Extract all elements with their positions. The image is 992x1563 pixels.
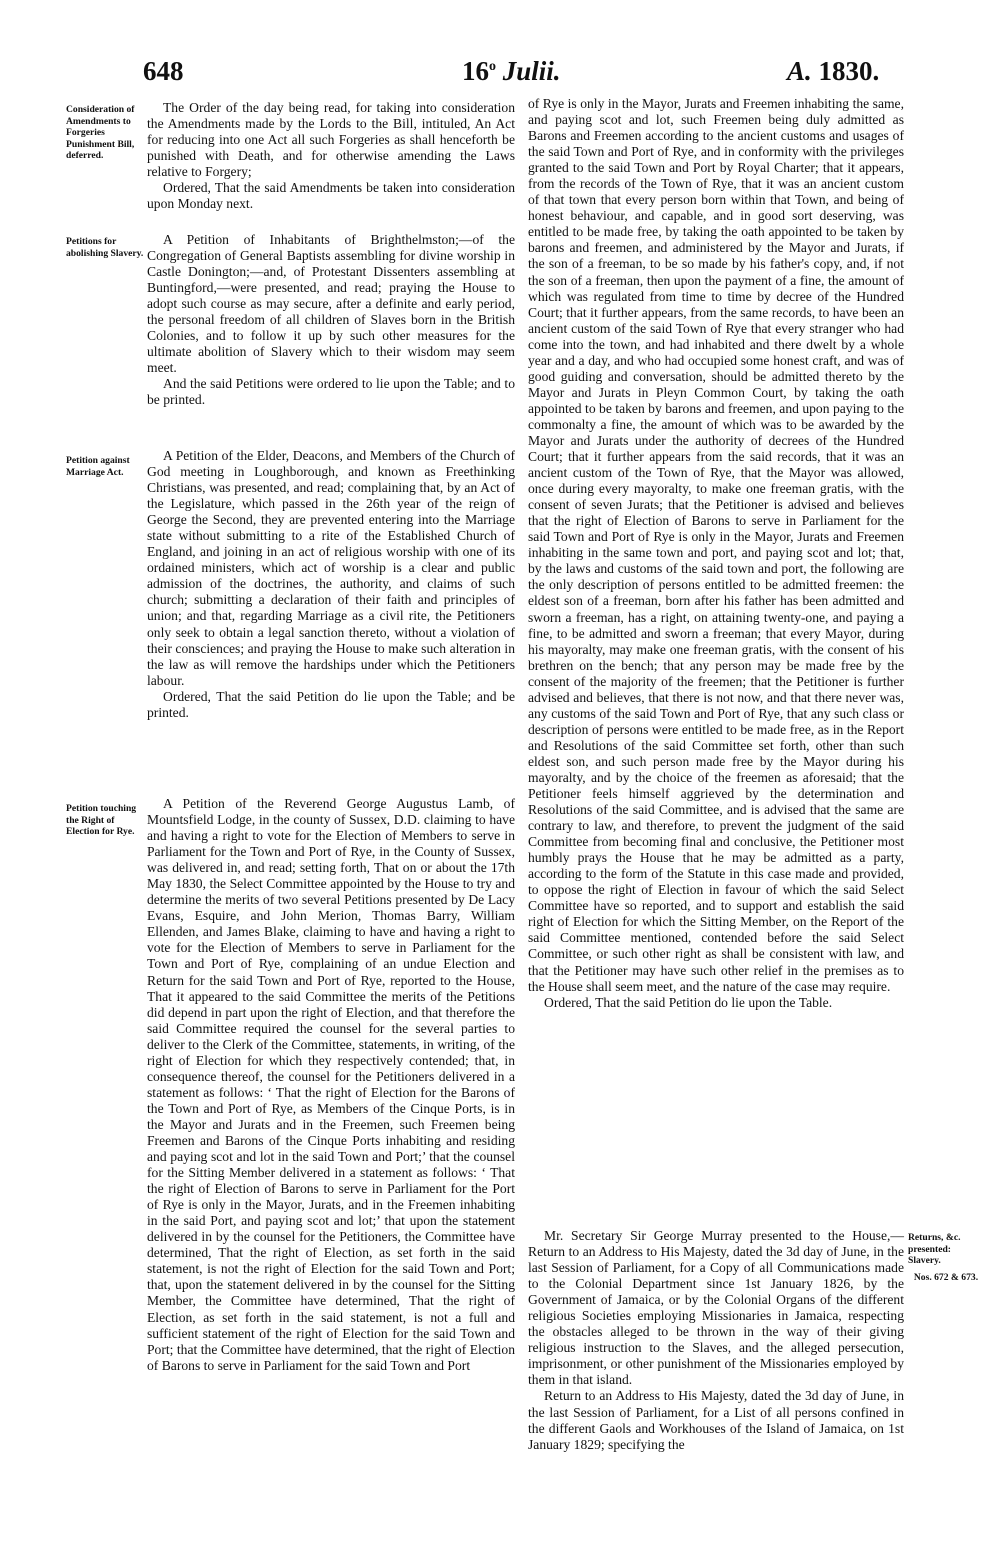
margin-note-nos: Nos. 672 & 673.: [913, 1272, 979, 1283]
paragraph-returns-jamaica: Return to an Address to His Majesty, dated the 3d day of June, in the last Session of Parliament, for a List of all persons confined in the different Gaols and Workhouses of the Island of Jamaica, on 1st January 1829; specifying the: [528, 1388, 904, 1452]
paragraph-returns-murray: Mr. Secretary Sir George Murray presented to the House,—Return to an Address to His Majesty, dated the 3d day of June, in the last Session of Parliament, for a Copy of all Communications made to the Colonial Department since 1st January 1826, by the Government of Jamaica, or by the Colonial Organs of the different religious Societies employing Missionaries in Jamaica, respecting the obstacles alleged to be thrown in the way of their giving religious instruction to the Slaves, and the alleged persecution, imprisonment, or other punishment of the Missionaries employed by them in that island.: [528, 1228, 904, 1388]
paragraph-rye-petition-continued: of Rye is only in the Mayor, Jurats and Freemen inhabiting the same, and paying scot and lot, such Freemen being duly admitted as Barons and Freemen according to the ancient customs and usages of the said Town and Port of Rye, and in conformity with the privileges granted to the said Town and Port by Royal Charter; that it appears, from the records of the Town of Rye, that it was an ancient custom of that town that every person born within that Town, and being of honest behaviour, and capable, and in good sort deserving, was entitled to be made free, by taking the oath appointed to be taken by barons and freemen, and administered by the Mayor and Jurats, if the son of a freeman, to be so made by his father's copy, and, if not the son of a freeman, then upon the payment of a fine, the amount of which was regulated from time to time by decree of the Hundred Court; that it further appears, from the same records, to have been an ancient custom of the said Town of Rye that every stranger who had come into the town, and had inhabited and there dwelt by a whole year and a day, and who had occupied some honest craft, and was of good guiding and conversation, should be admitted thereto by the Mayor and Jurats in Pleyn Common Court, by taking the oath appointed to be taken by barons and freemen, and upon paying to the commonalty a fine, the amount of which was to be awarded by the Mayor and Jurats under the authority of decrees of the Hundred Court; that it further appears from the said records, that it was an ancient custom of the Town of Rye, that the Mayor was allowed, once during every mayoralty, to make one freeman gratis, with the consent of seven Jurats; that the Petitioner is advised and believes that the right of Election of Barons to serve in Parliament for the said Town and Port of Rye is only in the Mayor, Jurats and Freemen inhabiting in the same town and port, and paying scot and lot; that, by the laws and customs of the said town and port, the following are the only description of persons entitled to be admitted freemen: the eldest son of a freeman, born after his father has been admitted and sworn a freeman, has a right, on attaining twenty-one, and paying a fine, to be admitted and sworn a freeman; that every Mayor, during his mayoralty, may make one freeman gratis, with the consent of his brethren on the bench; that any person may be made free by the consent of the majority of the freemen; that the Petitioner is further advised and believes, that there is not now, and that there never was, any customs of the said Town and Port of Rye, that any such class or description of persons were entitled to be made free, as in the Report and Resolutions of the said Committee set forth, other than such eldest son, and such person made free by the Mayor during his mayoralty, and by the choice of the freemen as aforesaid; that the Petitioner feels himself aggrieved by the determination and Resolutions of the said Committee, and is advised that the same are contrary to law, and therefore, to prevent the judgment of the said Committee from becoming final and conclusive, the Petitioner most humbly prays the House that he may be admitted as a party, according to the form of the Statute in this case made and provided, to oppose the right of Election in favour of which the said Select Committee have so reported, and to support and establish the said right of Election for which the Sitting Member, on the Report of the said Committee mentioned, contended before the said Select Committee, or such other right as shall be consistent with law, and that the Petitioner may have such other relief in the premises as to the House shall seem meet, and the nature of the case may require.: [528, 96, 904, 994]
order-forgeries: Ordered, That the said Amendments be taken into consideration upon Monday next.: [147, 180, 515, 212]
date-number: 16: [462, 56, 489, 86]
paragraph-forgeries: The Order of the day being read, for taking into consideration the Amendments made by the Lords to the Bill, intituled, An Act for reducing into one Act all such Forgeries as shall henceforth be punished with Death, and for otherwise amending the Laws relative to Forgery;: [147, 100, 515, 180]
page-number: 648: [143, 56, 184, 86]
date-month: Julii.: [502, 56, 561, 86]
paragraph-slavery-petitions: A Petition of Inhabitants of Brighthelmston;—of the Congregation of General Baptists assembling for divine worship in Castle Donington;—and, of Protestant Dissenters assembling at Buntingford,—were presented, and read; praying the House to adopt such course as may secure, after a definite and early period, the personal freedom of all children of Slaves born in the British Colonies, and to follow it up by such other measures for the ultimate abolition of Slavery which to their wisdom may seem meet.: [147, 232, 515, 376]
running-year: [787, 56, 879, 87]
date-superscript: o: [489, 59, 496, 74]
margin-note-rye: Petition touching the Right of Election for Rye.: [66, 803, 137, 837]
order-rye-petition: Ordered, That the said Petition do lie upon the Table.: [544, 994, 833, 1010]
year-number: 1830.: [818, 56, 880, 86]
running-head: [0, 56, 992, 96]
margin-note-forgeries: Consideration of Amendments to Forgeries Punishment Bill, deferred.: [66, 104, 135, 161]
paragraph-marriage-petition: A Petition of the Elder, Deacons, and Members of the Church of God meeting in Loughborough, and known as Freethinking Christians, was presented, and read; complaining that, by an Act of the Legislature, which passed in the 26th year of the reign of George the Second, they are prevented entering into the Marriage state without submitting to a rite of the Established Church of England, and joining in an act of religious worship with one of its ordained ministers, which act of worship is a clear and public admission of the doctrines, the authority, and claims of such church; submitting a declaration of their faith and principles of union; and that, regarding Marriage as a civil rite, the Petitioners only seek to obtain a legal sanction thereto, without a violation of their consciences; and praying the House to make such alteration in the law as will remove the hardships under which the Petitioners labour.: [147, 448, 515, 688]
margin-note-returns: Returns, &c. presented: Slavery.: [908, 1232, 961, 1266]
year-letter: A.: [787, 56, 812, 86]
margin-note-slavery: Petitions for abolishing Slavery.: [66, 236, 144, 259]
margin-note-marriage: Petition against Marriage Act.: [66, 455, 130, 478]
order-marriage-petition: Ordered, That the said Petition do lie upon the Table; and be printed.: [147, 688, 515, 720]
running-date: [462, 56, 561, 87]
order-slavery-petitions: And the said Petitions were ordered to lie upon the Table; and to be printed.: [147, 376, 515, 408]
paragraph-rye-petition: A Petition of the Reverend George Augustus Lamb, of Mountsfield Lodge, in the county of Sussex, D.D. claiming to have and having a right to vote for the Election of Members to serve in Parliament for the Town and Port of Rye, in the County of Sussex, was delivered in, and read; setting forth, That on or about the 17th May 1830, the Select Committee appointed by the House to try and determine the merits of two several Petitions presented by De Lacy Evans, Esquire, and John Merion, Thomas Barry, William Ellenden, and James Blake, claiming to have and having a right to vote for the Election of Members to serve in Parliament for the Town and Port of Rye, complaining of an undue Election and Return for the said Town and Port of Rye, reported to the House, That it appeared to the said Committee the merits of the Petitions did depend in part upon the right of Election, and that therefore the said Committee required the counsel for the several parties to deliver to the Clerk of the Committee, statements, in writing, of the right of Election for which they respectively contended; that, in consequence thereof, the counsel for the Petitioners delivered in a statement as follows: ‘ That the right of Election for the Barons of the Town and Port of Rye, as Members of the Cinque Ports, is in the Mayor and Jurats and in the Freemen, such Freemen being Freemen and Barons of the Cinque Ports inhabiting and residing and paying scot and lot in the said Town and Port;’ that the counsel for the Sitting Member delivered in a statement as follows: ‘ That the right of Election of Barons to serve in Parliament for the Port of Rye is only in the Mayor, Jurats, and in the Freemen inhabiting in the said Port, and paying scot and lot;’ that upon the statement delivered in by the counsel for the Petitioners, the Committee have determined, That the right of Election, as set forth in the said statement, is not the right of Election for the said Town and Port; that, upon the statement delivered in by the counsel for the Sitting Member, the Committee have determined, That the right of Election, as set forth in the said statement, is not a full and sufficient statement of the right of Election for the said Town and Port; that the Committee have determined, that the right of Election of Barons to serve in Parliament for the said Town and Port: [147, 796, 515, 1373]
